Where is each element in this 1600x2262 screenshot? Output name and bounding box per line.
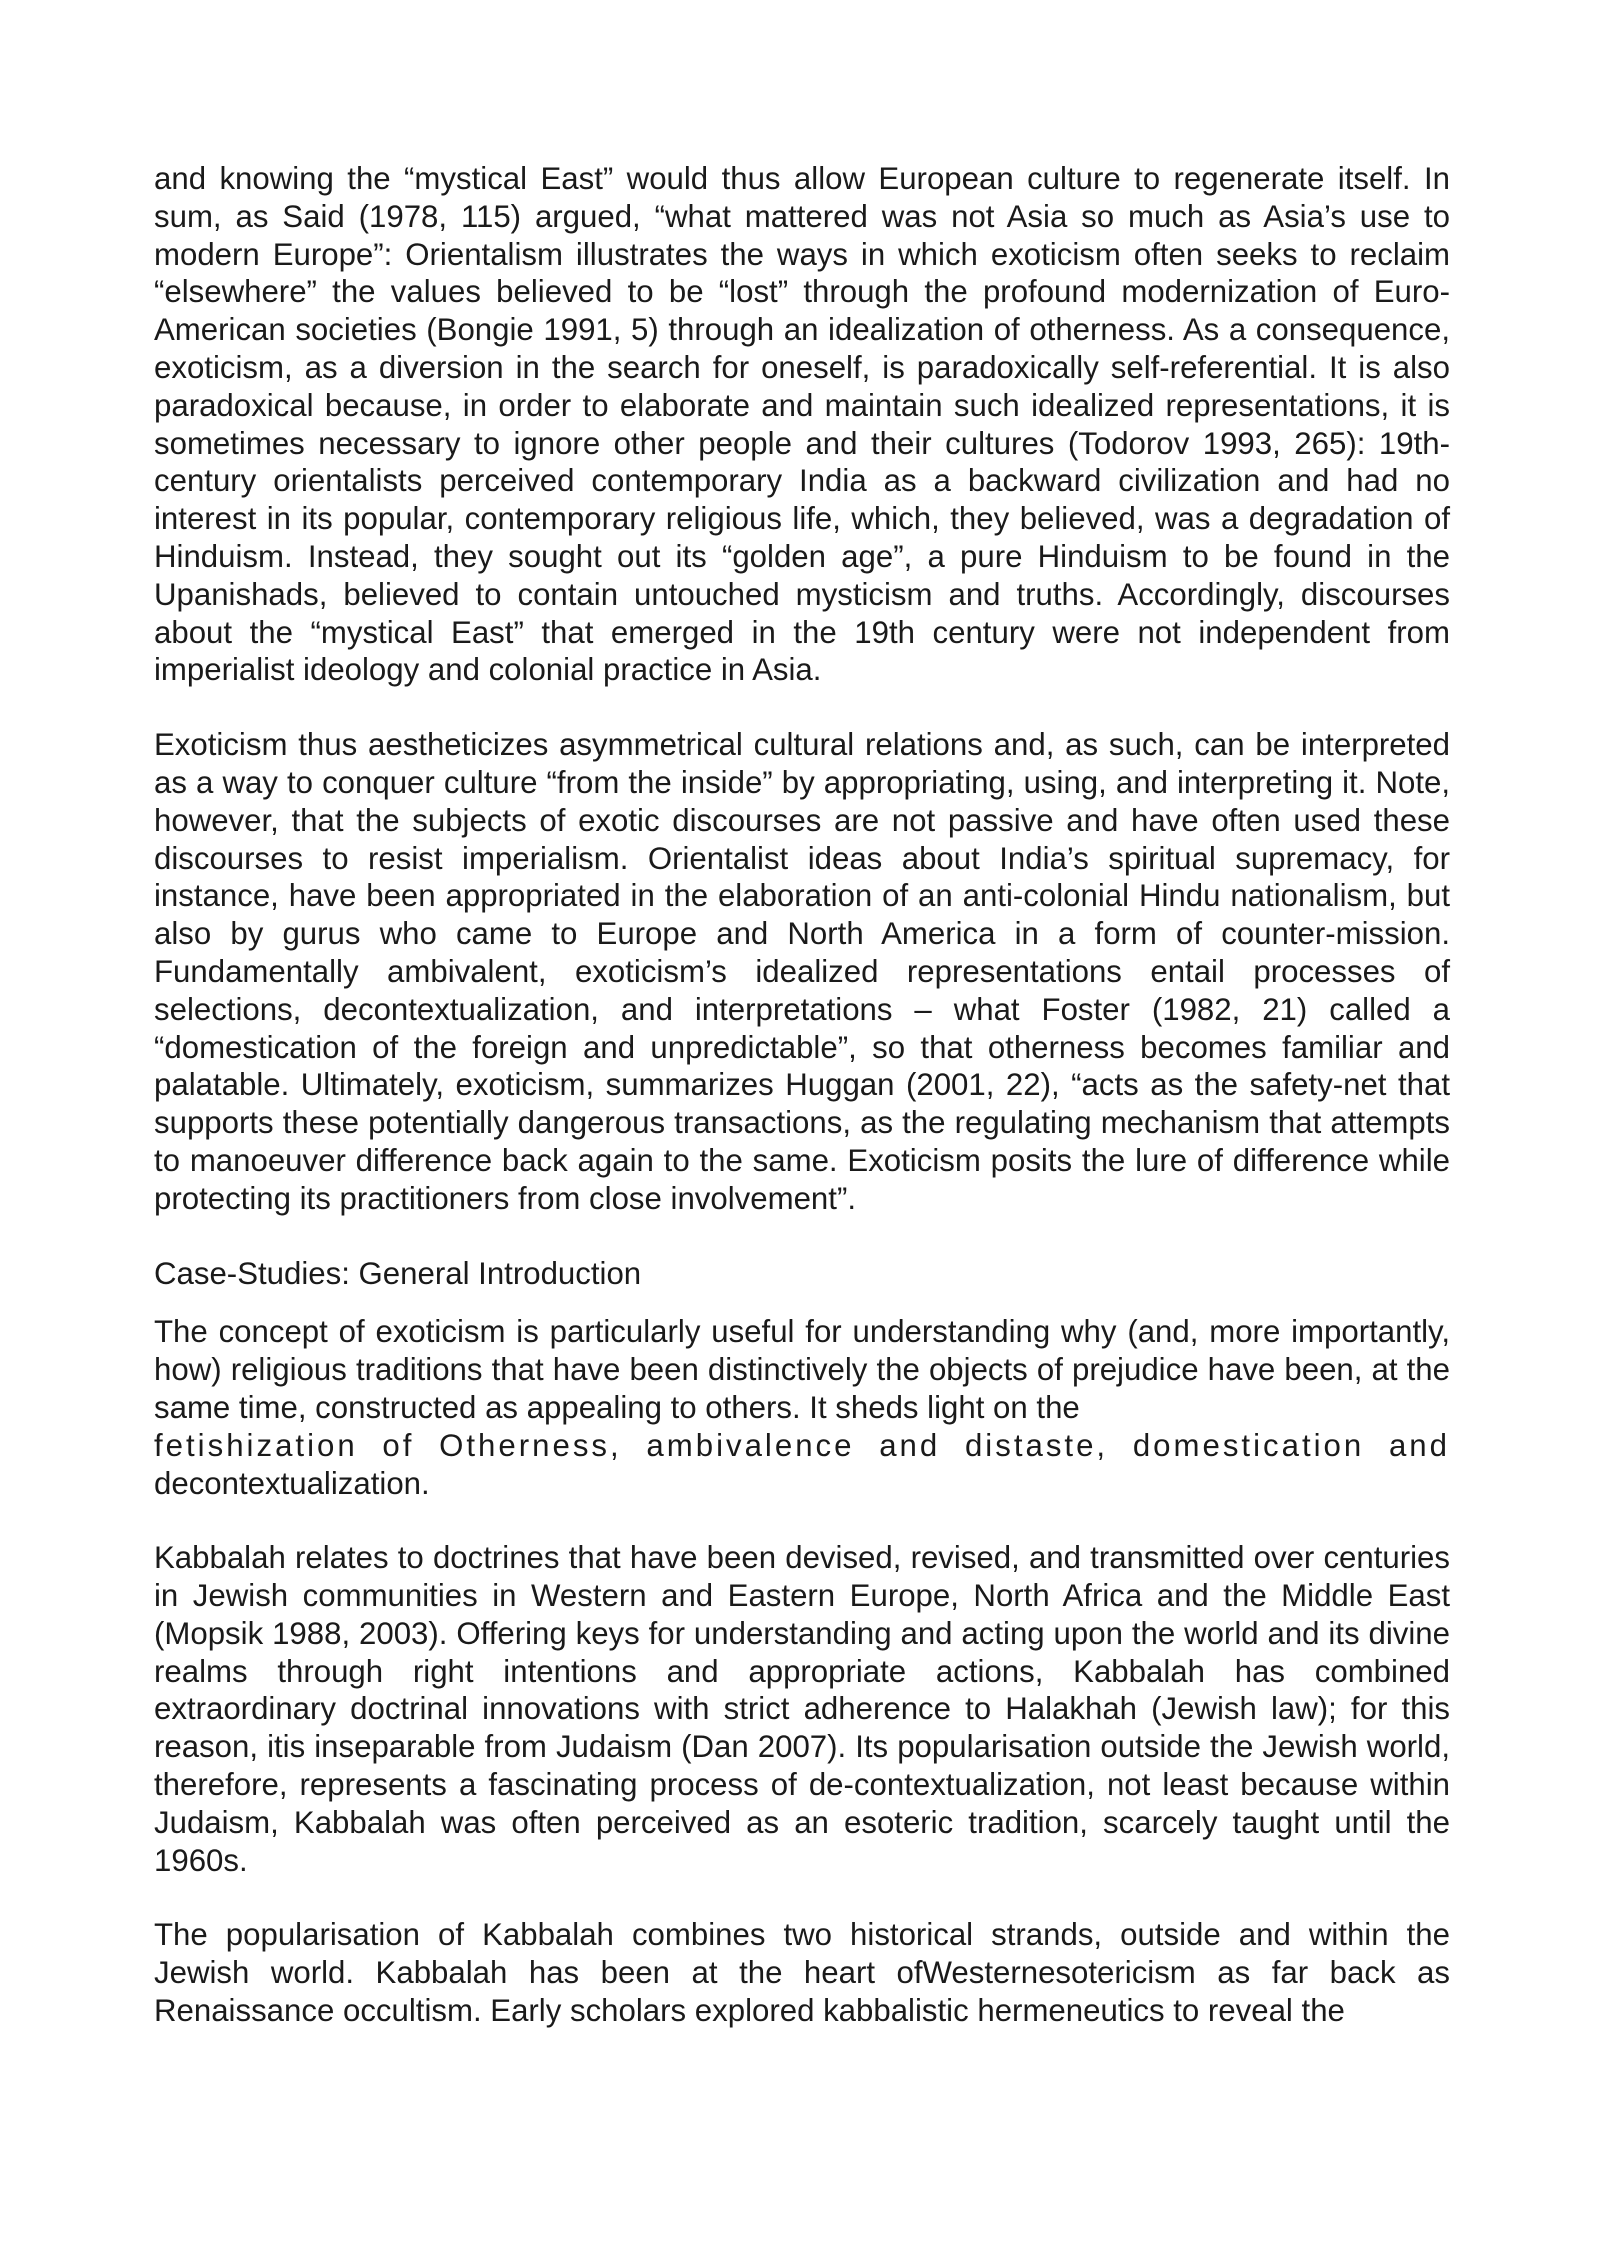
paragraph-exoticism: Exoticism thus aestheticizes asymmetrical cultural relations and, as such, can be interpreted as a way to conquer culture “from the inside” by appropriating, using, and interpreting it. Note, however, that the subjects of exotic discourses are not passive and have often used these discourses to resist imperialism. Orientalist ideas about India’s spiritual supremacy, for instance, have been appropriated in the elaboration of an anti-colonial Hindu nationalism, but also by gurus who came to Europe and North America in a form of counter-mission. Fundamentally ambivalent, exoticism’s idealized representations entail processes of selections, decontextualization, and interpretations – what Foster (1982, 21) called a “domestication of the foreign and unpredictable”, so that otherness becomes familiar and palatable. Ultimately, exoticism, summarizes Huggan (2001, 22), “acts as the safety-net that supports these potentially dangerous transactions, as the regulating mechanism that attempts to manoeuver difference back again to the same. Exoticism posits the lure of difference while protecting its practitioners from close involvement”. <box>154 727 1450 1216</box>
paragraph-concept-main: The concept of exoticism is particularly useful for understanding why (and, more importantly, how) religious traditions that have been distinctively the objects of prejudice have been, at the same time, constructed as appealing to others. It sheds light on the <box>154 1314 1450 1425</box>
document-page <box>154 160 1450 2030</box>
section-heading: Case-Studies: General Introduction <box>154 1255 642 1291</box>
paragraph-popularisation: The popularisation of Kabbalah combines two historical strands, outside and within the Jewish world. Kabbalah has been at the heart ofWesternesotericism as far back as Renaissance occultism. Early scholars explored kabbalistic hermeneutics to reveal the <box>154 1917 1450 2029</box>
paragraph-concept-spaced-line: fetishization of Otherness, ambivalence and distaste, domestication and <box>154 1427 1450 1463</box>
paragraph-kabbalah: Kabbalah relates to doctrines that have been devised, revised, and transmitted over centuries in Jewish communities in Western and Eastern Europe, North Africa and the Middle East (Mopsik 1988, 2003). Offering keys for understanding and acting upon the world and its divine realms through right intentions and appropriate actions, Kabbalah has combined extraordinary doctrinal innovations with strict adherence to Halakhah (Jewish law); for this reason, itis inseparable from Judaism (Dan 2007). Its popularisation outside the Jewish world, therefore, represents a fascinating process of de-contextualization, not least because within Judaism, Kabbalah was often perceived as an esoteric tradition, scarcely taught until the 1960s. <box>154 1540 1450 1878</box>
paragraph-concept-end: decontextualization. <box>154 1465 430 1501</box>
paragraph-orientalism: and knowing the “mystical East” would thus allow European culture to regenerate itself. In sum, as Said (1978, 115) argued, “what mattered was not Asia so much as Asia’s use to modern Europe”: Orientalism illustrates the ways in which exoticism often seeks to reclaim “elsewhere” the values believed to be “lost” through the profound modernization of Euro-American societies (Bongie 1991, 5) through an idealization of otherness. As a consequence, exoticism, as a diversion in the search for oneself, is paradoxically self-referential. It is also paradoxical because, in order to elaborate and maintain such idealized representations, it is sometimes necessary to ignore other people and their cultures (Todorov 1993, 265): 19th-century orientalists perceived contemporary India as a backward civilization and had no interest in its popular, contemporary religious life, which, they believed, was a degradation of Hinduism. Instead, they sought out its “golden age”, a pure Hinduism to be found in the Upanishads, believed to contain untouched mysticism and truths. Accordingly, discourses about the “mystical East” that emerged in the 19th century were not independent from imperialist ideology and colonial practice in Asia. <box>154 161 1450 688</box>
paragraph-concept <box>154 1313 1450 1502</box>
